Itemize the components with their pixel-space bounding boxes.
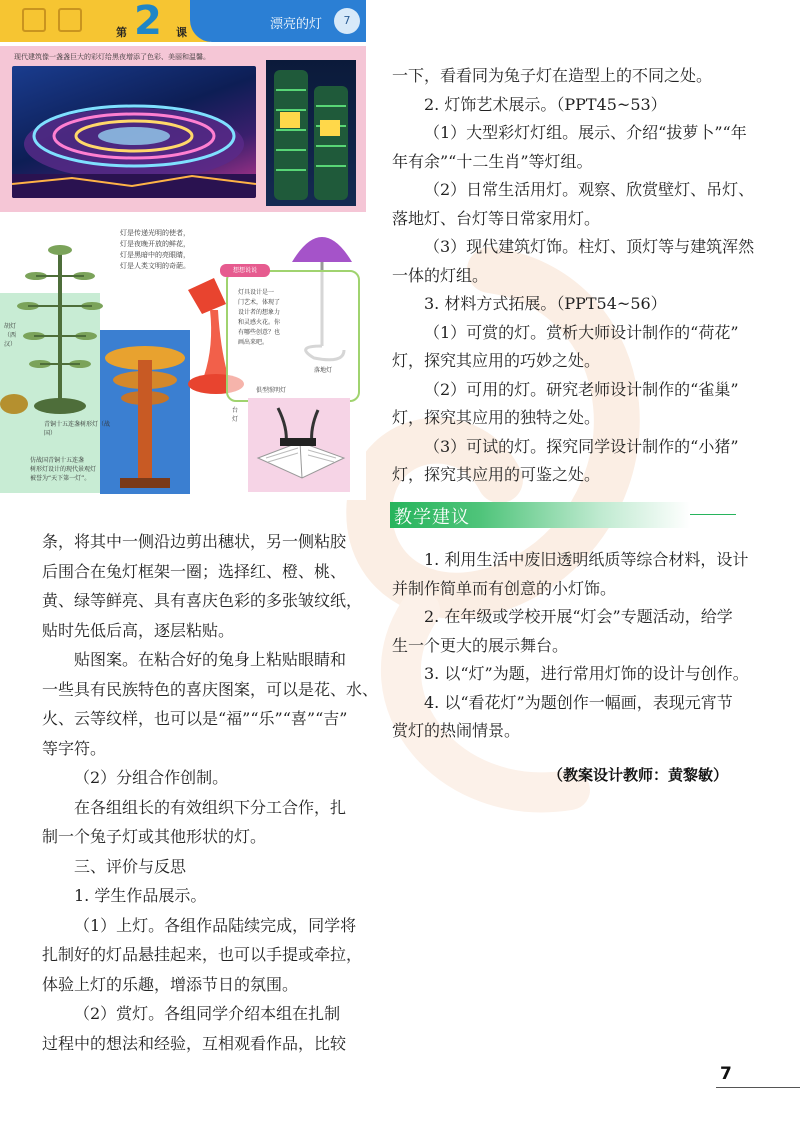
think-and-say-text: 灯具设计是一 门艺术，体现了 设计者的想象力 和灵感火花。你 有哪些创意？也 画出来吧。: [238, 289, 281, 346]
suggestion-line: 赏灯的热闹情景。: [392, 721, 521, 740]
text-line: 灯，探究其应用的独特之处。: [392, 408, 601, 427]
text-line: （1）可赏的灯。赏析大师设计制作的“荷花”: [424, 322, 739, 342]
author-credit: （教案设计教师：黄黎敏）: [548, 766, 729, 784]
text-line: （2）分组合作创制。: [74, 768, 229, 787]
hu-lamp-caption: 胡灯（西汉）: [4, 323, 17, 348]
text-line: （2）赏灯。各组同学介绍本组在扎制: [74, 1004, 341, 1023]
text-line: 体验上灯的乐趣，增添节日的氛围。: [42, 974, 299, 994]
book-icon: [22, 8, 46, 32]
text-line: 3. 材料方式拓展。（PPT54~56）: [424, 294, 667, 313]
text-line: 一些具有民族特色的喜庆图案，可以是花、水、: [42, 679, 379, 699]
textbook-page-number: 7: [334, 8, 360, 34]
text-line: （2）日常生活用灯。观察、欣赏壁灯、吊灯、: [424, 180, 755, 199]
suggestion-line: 1. 利用生活中废旧透明纸质等综合材料，设计: [424, 550, 749, 569]
text-line: 后围合在兔灯框架一圈；选择红、橙、桃、: [42, 561, 347, 581]
text-line: 一体的灯组。: [392, 265, 489, 285]
think-and-say-badge: 想想说说: [220, 264, 270, 277]
suggestion-line: 2. 在年级或学校开展“灯会”专题活动，给学: [424, 607, 733, 626]
text-line: （2）可用的灯。研究老师设计制作的“雀巢”: [424, 379, 739, 399]
text-line: 在各组组长的有效组织下分工合作，扎: [74, 797, 347, 817]
text-line: 过程中的想法和经验，互相观看作品，比较: [42, 1033, 347, 1053]
text-line: （3）可试的灯。探究同学设计制作的“小猪”: [424, 436, 739, 456]
lamp-poem: 灯是传递光明的使者， 灯是夜晚开放的鲜花， 灯是黑暗中的亮眼睛， 灯是人类文明的奇葩。: [120, 229, 190, 270]
text-line: 扎制好的灯品悬挂起来，也可以手提或牵拉，: [42, 945, 363, 964]
text-line: 火、云等纹样，也可以是“福”“乐”“喜”“吉”: [42, 709, 348, 728]
suggestion-line: 生一个更大的展示舞台。: [392, 635, 569, 655]
text-line: 等字符。: [42, 738, 107, 758]
text-line: 条，将其中一侧沿边剪出穗状，另一侧粘胶: [42, 532, 347, 551]
text-line: 制一个兔子灯或其他形状的灯。: [42, 827, 267, 846]
teaching-suggestions-heading: [390, 502, 690, 528]
teaching-suggestions-title: 教学建议: [394, 507, 470, 528]
text-line: 灯，探究其应用的可鉴之处。: [392, 465, 601, 484]
lesson-suffix: 课: [176, 26, 187, 39]
page-number-rule: [716, 1087, 800, 1088]
left-column-text: [42, 527, 379, 1058]
text-line: 黄、绿等鲜亮、具有喜庆色彩的多张皱纹纸，: [42, 591, 363, 610]
text-line: （3）现代建筑灯饰。柱灯、顶灯等与建筑浑然: [424, 237, 755, 256]
text-line: （1）大型彩灯灯组。展示、介绍“拔萝卜”“年: [424, 123, 747, 142]
landscape-lamp-caption: 仿战国青铜十五连盏 树形灯设计的现代景观灯 被誉为“天下第一灯”。: [30, 457, 97, 482]
hu-lamp-illustration: [0, 380, 30, 420]
lesson-header: [0, 0, 366, 42]
text-line: 三、评价与反思: [74, 856, 187, 876]
desk-lamp-caption: 台灯: [232, 407, 239, 423]
lesson-number: 2: [134, 0, 162, 44]
textbook-page-image: [0, 0, 366, 500]
text-line: 贴图案。在粘合好的兔身上粘贴眼睛和: [74, 650, 347, 669]
bronze-lamp-caption: 青铜十五连盏树形灯（战国）: [44, 421, 111, 437]
page-number: 7: [720, 1064, 732, 1084]
lesson-title: 漂亮的灯: [270, 17, 323, 32]
text-line: 年有余”“十二生肖”等灯组。: [392, 151, 593, 171]
stadium-lights-photo: [12, 66, 256, 198]
floor-lamp-caption: 落地灯: [314, 367, 333, 374]
architecture-caption: 现代建筑像一盏盏巨大的彩灯给黑夜增添了色彩、美丽和温馨。: [14, 53, 210, 61]
palette-icon: [58, 8, 82, 32]
suggestion-line: 3. 以“灯”为题，进行常用灯饰的设计与创作。: [424, 664, 749, 683]
reading-lamp-photo: [248, 398, 350, 492]
text-line: 落地灯、台灯等日常家用灯。: [392, 208, 601, 228]
suggestion-line: 并制作简单而有创意的小灯饰。: [392, 578, 617, 598]
teaching-suggestions-list: [392, 546, 772, 746]
text-line: 一下，看看同为兔子灯在造型上的不同之处。: [392, 66, 713, 85]
text-line: 贴时先低后高，逐层粘贴。: [42, 620, 235, 640]
tower-lights-photo: [266, 60, 356, 206]
reading-lamp-caption: 俱型照明灯: [256, 387, 287, 394]
right-column-text: [392, 62, 772, 490]
text-line: 2. 灯饰艺术展示。（PPT45~53）: [424, 94, 667, 114]
text-line: 灯，探究其应用的巧妙之处。: [392, 351, 601, 370]
lesson-prefix: 第: [116, 26, 127, 39]
text-line: （1）上灯。各组作品陆续完成，同学将: [74, 915, 357, 935]
text-line: 1. 学生作品展示。: [74, 886, 207, 905]
suggestion-line: 4. 以“看花灯”为题创作一幅画，表现元宵节: [424, 692, 733, 712]
